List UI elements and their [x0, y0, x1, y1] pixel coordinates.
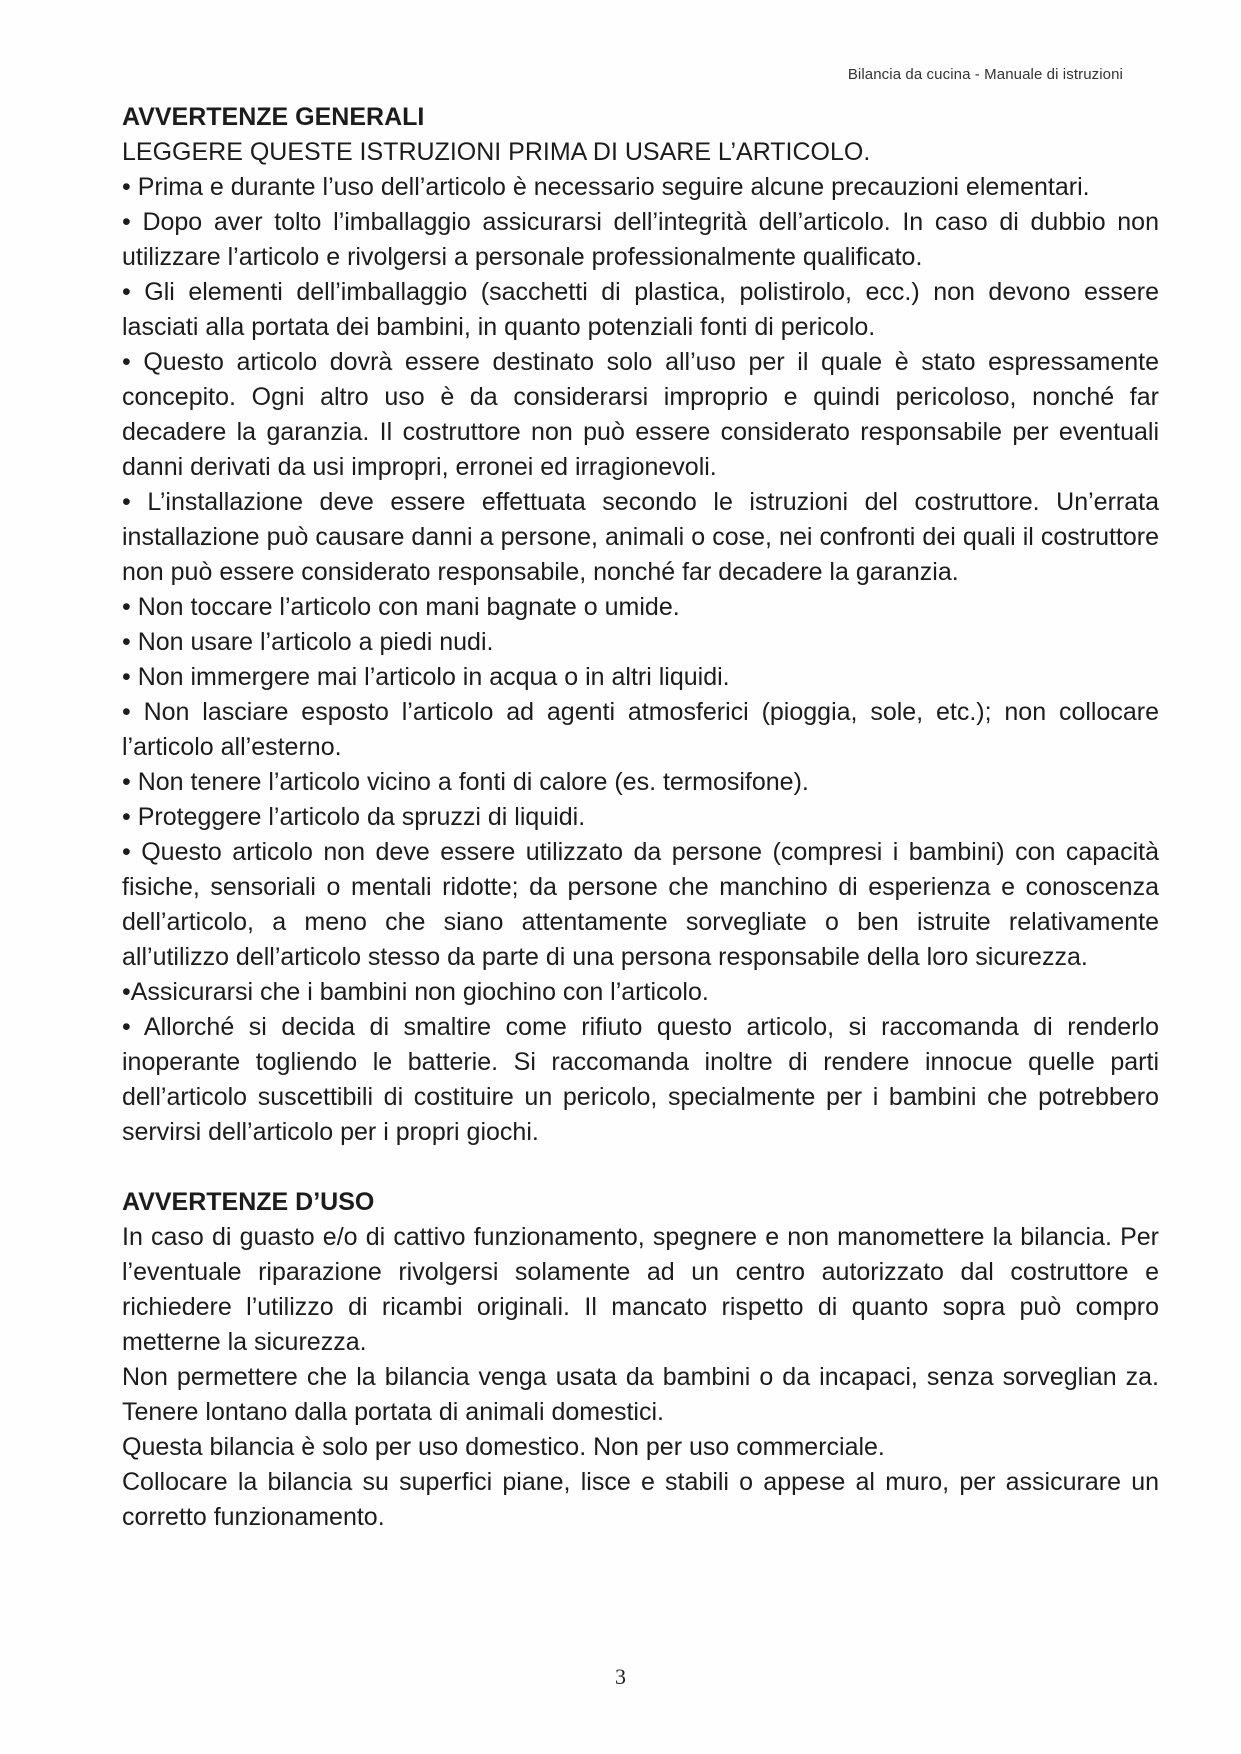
- warning-item: • L’installazione deve essere effettuata secondo le istruzioni del costruttore. Un’errata installazione può causare danni a persone, animali o cose, nei confronti dei quali il costruttore non può essere considerato responsabile, nonché far decadere la garanzia.: [122, 488, 1159, 586]
- warning-item: • Prima e durante l’uso dell’articolo è necessario seguire alcune precauzioni elementari.: [122, 173, 1090, 201]
- section-title-usage-warnings: AVVERTENZE D’USO: [122, 1188, 375, 1216]
- usage-paragraph: Non permettere che la bilancia venga usata da bambini o da incapaci, senza sorveglian za. Tenere lontano dalla portata di animali domestici.: [122, 1363, 1159, 1426]
- warning-item: • Allorché si decida di smaltire come rifiuto questo articolo, si raccomanda di renderlo inoperante togliendo le batterie. Si raccomanda inoltre di rendere innocue quelle parti dell’articolo suscettibili di costituire un pericolo, specialmente per i bambini che potrebbero servirsi dell’articolo per i propri giochi.: [122, 1013, 1159, 1146]
- usage-paragraph: Collocare la bilancia su superfici piane, lisce e stabili o appese al muro, per assicurare un corretto funzionamento.: [122, 1468, 1159, 1531]
- page-number: 3: [615, 1664, 626, 1689]
- warning-item: • Non lasciare esposto l’articolo ad agenti atmosferici (pioggia, sole, etc.); non collocare l’articolo all’esterno.: [122, 698, 1159, 761]
- usage-paragraph: In caso di guasto e/o di cattivo funzionamento, spegnere e non manomettere la bilancia. Per l’eventuale riparazione rivolgersi solamente ad un centro autorizzato dal costruttore e richiedere l’utilizzo di ricambi originali. Il mancato rispetto di quanto sopra può compro metterne la sicurezza.: [122, 1223, 1159, 1356]
- warning-item: •Assicurarsi che i bambini non giochino con l’articolo.: [122, 978, 709, 1006]
- warning-item: • Questo articolo non deve essere utilizzato da persone (compresi i bambini) con capacità fisiche, sensoriali o mentali ridotte; da persone che manchino di esperienza e conoscenza dell’articolo, a meno che siano attentamente sorvegliate o ben istruite relativamente all’utilizzo dell’articolo stesso da parte di una persona responsabile della loro sicurezza.: [122, 838, 1159, 971]
- warning-item: • Non immergere mai l’articolo in acqua o in altri liquidi.: [122, 663, 730, 691]
- warning-item: • Dopo aver tolto l’imballaggio assicurarsi dell’integrità dell’articolo. In caso di dubbio non utilizzare l’articolo e rivolgersi a personale professionalmente qualificato.: [122, 208, 1159, 271]
- section-title-general-warnings: AVVERTENZE GENERALI: [122, 103, 425, 131]
- warning-item: • Non usare l’articolo a piedi nudi.: [122, 628, 494, 656]
- page-content: [122, 100, 1159, 1535]
- warning-item: • Gli elementi dell’imballaggio (sacchetti di plastica, polistirolo, ecc.) non devono essere lasciati alla portata dei bambini, in quanto potenziali fonti di pericolo.: [122, 278, 1159, 341]
- running-header: Bilancia da cucina - Manuale di istruzioni: [847, 66, 1123, 83]
- section-spacer: [122, 1150, 1159, 1185]
- section-intro: LEGGERE QUESTE ISTRUZIONI PRIMA DI USARE L’ARTICOLO.: [122, 138, 871, 166]
- warning-item: • Questo articolo dovrà essere destinato solo all’uso per il quale è stato espressamente concepito. Ogni altro uso è da considerarsi improprio e quindi pericoloso, nonché far decadere la garanzia. Il costruttore non può essere considerato responsabile per eventuali danni derivati da usi impropri, erronei ed irragionevoli.: [122, 348, 1159, 481]
- usage-paragraph: Questa bilancia è solo per uso domestico. Non per uso commerciale.: [122, 1433, 885, 1461]
- warning-item: • Non tenere l’articolo vicino a fonti di calore (es. termosifone).: [122, 768, 809, 796]
- warning-item: • Non toccare l’articolo con mani bagnate o umide.: [122, 593, 680, 621]
- warning-item: • Proteggere l’articolo da spruzzi di liquidi.: [122, 803, 586, 831]
